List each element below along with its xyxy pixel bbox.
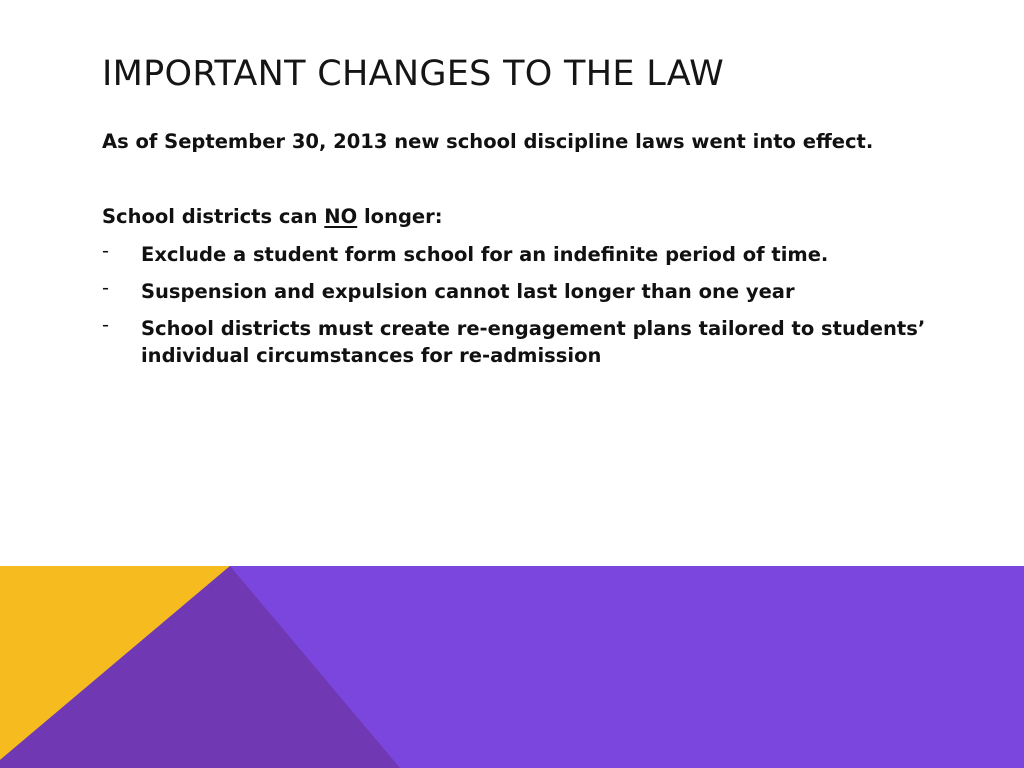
bullet-list <box>102 241 942 369</box>
bullet-item <box>102 241 942 268</box>
bullet-text: School districts must create re-engagement plans tailored to students’ individual circumstances for re-admission <box>141 317 926 367</box>
bullet-dash: - <box>102 313 110 336</box>
lead-text-after: longer: <box>357 205 443 228</box>
bullet-dash: - <box>102 276 110 299</box>
slide-body <box>102 128 942 379</box>
bullet-item <box>102 315 942 369</box>
bullet-text: Suspension and expulsion cannot last longer than one year <box>141 280 795 303</box>
intro-text: As of September 30, 2013 new school discipline laws went into effect. <box>102 130 874 153</box>
bullet-dash: - <box>102 239 110 262</box>
decorative-footer-band <box>0 566 1024 768</box>
bullet-item <box>102 278 942 305</box>
lead-emphasis: NO <box>324 205 358 228</box>
lead-text <box>102 203 942 231</box>
bullet-text: Exclude a student form school for an indefinite period of time. <box>141 243 829 266</box>
slide-title: IMPORTANT CHANGES TO THE LAW <box>102 54 725 94</box>
lead-text-before: School districts can <box>102 205 325 228</box>
